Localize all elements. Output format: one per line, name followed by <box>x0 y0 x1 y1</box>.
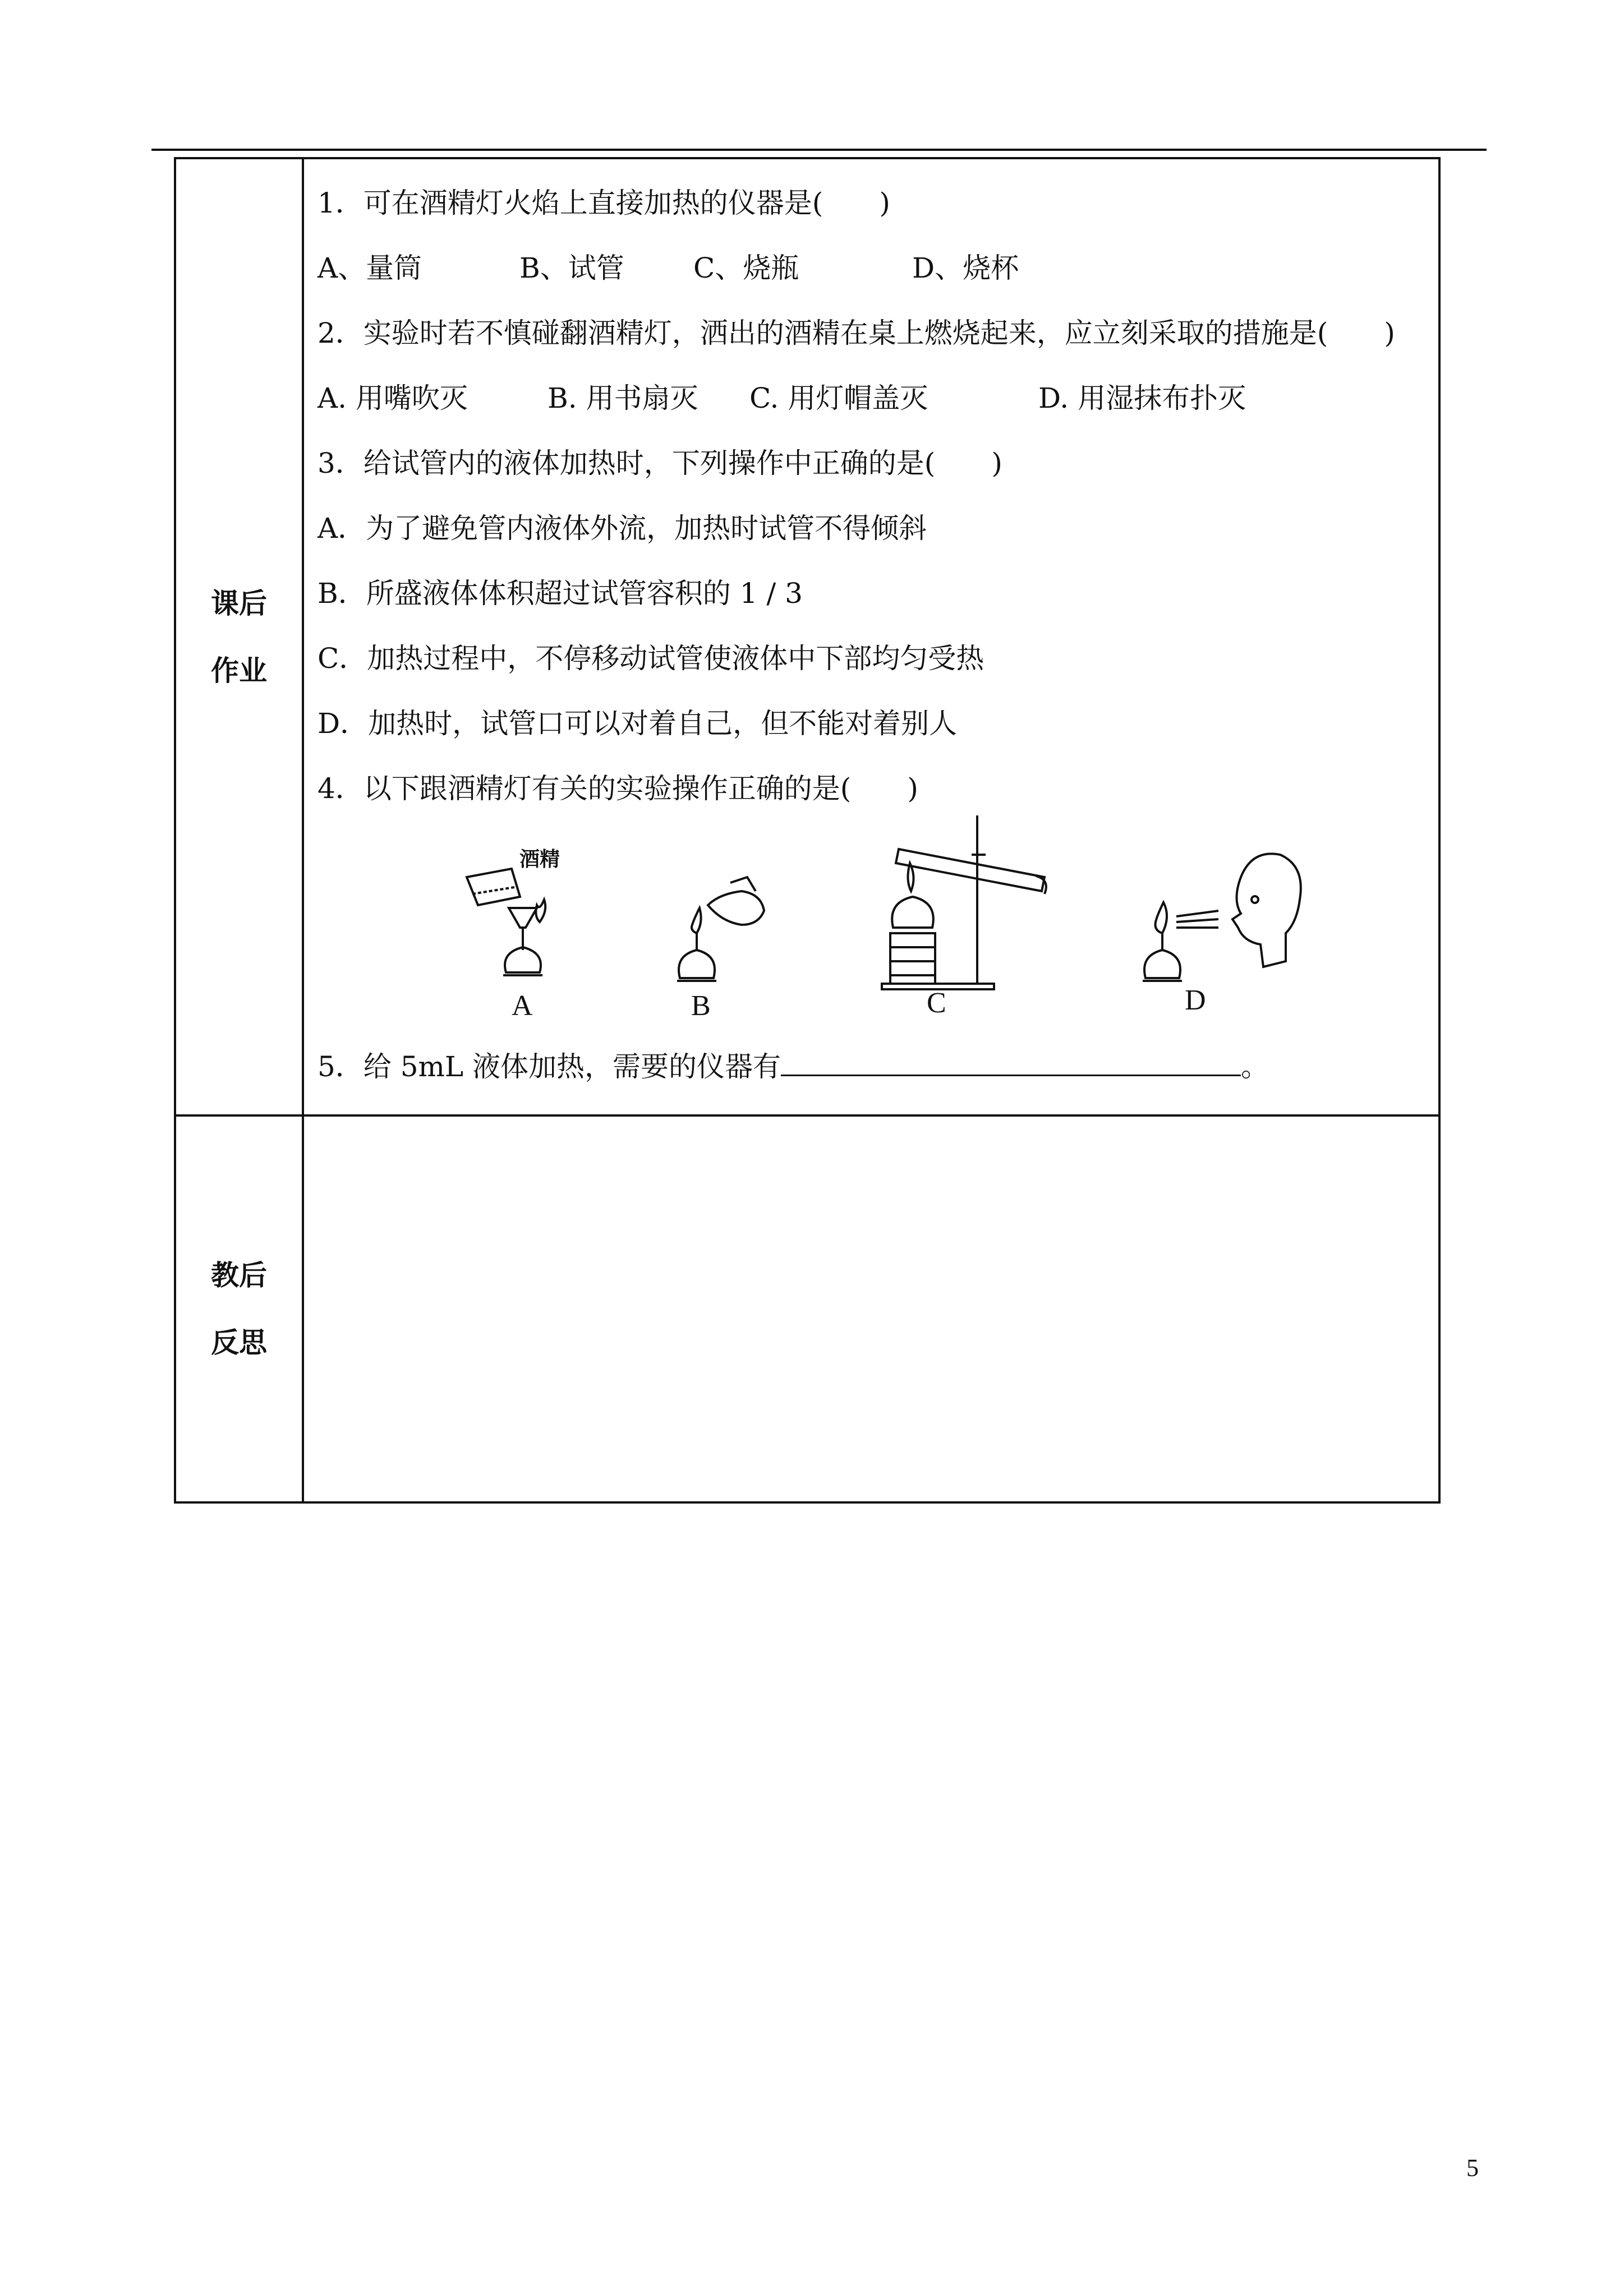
q3-option-c: C．加热过程中，不停移动试管使液体中下部均匀受热 <box>318 642 984 675</box>
figure-d-illustration <box>1123 843 1308 989</box>
reflection-label-line2: 反思 <box>211 1326 267 1359</box>
reflection-row <box>175 1115 1439 1502</box>
q2-option-b: B. 用书扇灭 <box>548 382 698 414</box>
figure-a-label: A <box>512 990 533 1022</box>
q2-option-d: D. 用湿抹布扑灭 <box>1038 382 1246 414</box>
q3-option-a: A．为了避免管内液体外流，加热时试管不得倾斜 <box>318 512 927 545</box>
q2-option-a: A. 用嘴吹灭 <box>318 382 468 414</box>
q1-option-c: C、烧瓶 <box>693 252 799 284</box>
figure-a-illustration <box>456 855 590 989</box>
q1-stem: 1．可在酒精灯火焰上直接加热的仪器是( ) <box>318 187 890 219</box>
figure-b-illustration <box>657 872 781 989</box>
q4-stem: 4．以下跟酒精灯有关的实验操作正确的是( ) <box>318 772 918 805</box>
homework-label-cell <box>175 158 303 1115</box>
q1-options <box>304 236 1438 301</box>
q3-stem: 3．给试管内的液体加热时，下列操作中正确的是( ) <box>318 447 1002 480</box>
homework-label-line1: 课后 <box>211 587 267 620</box>
q3-option-d: D．加热时，试管口可以对着自己，但不能对着别人 <box>318 707 958 740</box>
q4-figures <box>304 821 1438 1034</box>
page-number: 5 <box>1466 2154 1479 2182</box>
q2-options <box>304 366 1438 431</box>
worksheet-table <box>174 157 1441 1504</box>
q2-stem: 2．实验时若不慎碰翻酒精灯，洒出的酒精在桌上燃烧起来，应立刻采取的措施是( ) <box>318 317 1395 349</box>
q5-stem: 5．给 5mL 液体加热，需要的仪器有 <box>318 1050 781 1083</box>
q5-line <box>304 1034 1438 1099</box>
figure-c-illustration <box>865 815 1067 995</box>
q3-option-b: B．所盛液体体积超过试管容积的 1 / 3 <box>318 577 803 610</box>
reflection-content-cell[interactable] <box>303 1115 1439 1502</box>
header-rule <box>151 149 1487 151</box>
figure-b-label: B <box>691 990 711 1022</box>
figure-c-label: C <box>927 987 946 1019</box>
reflection-label-line1: 教后 <box>211 1259 267 1292</box>
q1-option-d: D、烧杯 <box>912 252 1019 284</box>
reflection-label-cell <box>175 1115 303 1502</box>
figure-d-label: D <box>1185 984 1206 1016</box>
homework-row <box>175 158 1439 1115</box>
homework-content-cell <box>303 158 1439 1115</box>
q1-option-a: A、量筒 <box>318 252 422 284</box>
homework-label-line2: 作业 <box>211 654 267 687</box>
q2-option-c: C. 用灯帽盖灭 <box>749 382 928 414</box>
figure-a-alcohol-label: 酒精 <box>519 848 560 871</box>
q1-option-b: B、试管 <box>519 252 624 284</box>
q5-stem-end: 。 <box>1241 1050 1269 1083</box>
q5-answer-blank[interactable] <box>781 1052 1241 1076</box>
